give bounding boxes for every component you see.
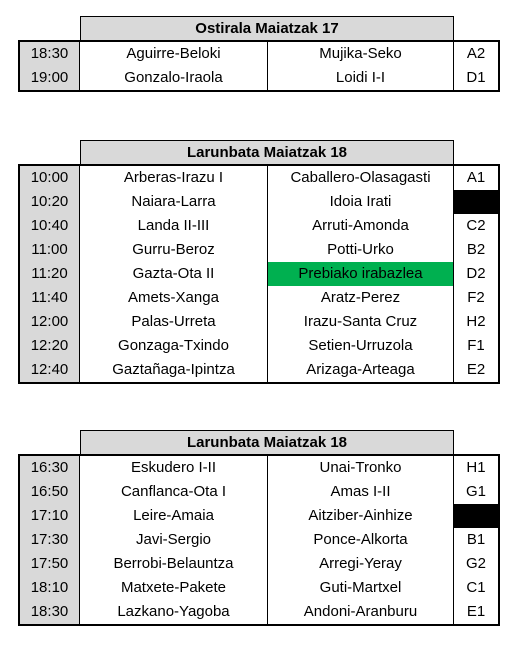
- away-team-cell: Mujika-Seko: [268, 42, 454, 66]
- court-cell: C1: [466, 579, 486, 596]
- court-cell: E2: [466, 361, 486, 378]
- away-team-cell: Potti-Urko: [268, 238, 454, 262]
- away-team-cell: Amas I-II: [268, 480, 454, 504]
- time-cell: 17:10: [20, 504, 80, 528]
- home-team-cell: Amets-Xanga: [80, 286, 268, 310]
- court-cell: D1: [466, 69, 486, 86]
- away-team-cell: Loidi I-I: [268, 66, 454, 90]
- away-team-cell: Arruti-Amonda: [268, 214, 454, 238]
- time-cell: 12:00: [20, 310, 80, 334]
- court-cell: B2: [466, 241, 486, 258]
- court-cell: A1: [466, 169, 486, 186]
- away-team-cell: Ponce-Alkorta: [268, 528, 454, 552]
- table-row: [20, 66, 498, 90]
- court-cell: H2: [466, 313, 486, 330]
- home-team-cell: Landa II-III: [80, 214, 268, 238]
- away-team-cell: Unai-Tronko: [268, 456, 454, 480]
- schedule-table: [18, 40, 500, 92]
- away-team-cell: Arizaga-Arteaga: [268, 358, 454, 382]
- time-cell: 11:20: [20, 262, 80, 286]
- court-cell: E1: [466, 603, 486, 620]
- home-team-cell: Matxete-Pakete: [80, 576, 268, 600]
- time-cell: 18:10: [20, 576, 80, 600]
- court-cell: B1: [466, 531, 486, 548]
- time-cell: 10:40: [20, 214, 80, 238]
- time-cell: 19:00: [20, 66, 80, 90]
- court-cell: F1: [467, 337, 485, 354]
- time-cell: 18:30: [20, 600, 80, 624]
- table-row: [20, 214, 498, 238]
- home-team-cell: Gazta-Ota II: [80, 262, 268, 286]
- court-cell: H1: [466, 459, 486, 476]
- table-row: [20, 334, 498, 358]
- away-team-cell: Prebiako irabazlea: [268, 262, 454, 286]
- court-cell: G1: [465, 483, 486, 500]
- table-row: [20, 42, 498, 66]
- section-title: Ostirala Maiatzak 17: [80, 16, 454, 40]
- home-team-cell: Lazkano-Yagoba: [80, 600, 268, 624]
- home-team-cell: Naiara-Larra: [80, 190, 268, 214]
- section-title: Larunbata Maiatzak 18: [80, 140, 454, 164]
- court-cell: D2: [466, 265, 486, 282]
- home-team-cell: Canflanca-Ota I: [80, 480, 268, 504]
- home-team-cell: Javi-Sergio: [80, 528, 268, 552]
- time-cell: 12:20: [20, 334, 80, 358]
- time-cell: 16:50: [20, 480, 80, 504]
- court-cell: [454, 504, 498, 528]
- table-row: [20, 504, 498, 528]
- table-row: [20, 190, 498, 214]
- table-row: [20, 262, 498, 286]
- time-cell: 11:00: [20, 238, 80, 262]
- home-team-cell: Gurru-Beroz: [80, 238, 268, 262]
- table-row: [20, 576, 498, 600]
- time-cell: 16:30: [20, 456, 80, 480]
- time-cell: 18:30: [20, 42, 80, 66]
- time-cell: 10:20: [20, 190, 80, 214]
- table-row: [20, 286, 498, 310]
- time-cell: 12:40: [20, 358, 80, 382]
- away-team-cell: Guti-Martxel: [268, 576, 454, 600]
- schedule-table: [18, 164, 500, 384]
- home-team-cell: Arberas-Irazu I: [80, 166, 268, 190]
- home-team-cell: Gonzaga-Txindo: [80, 334, 268, 358]
- time-cell: 10:00: [20, 166, 80, 190]
- table-row: [20, 528, 498, 552]
- table-row: [20, 456, 498, 480]
- away-team-cell: Arregi-Yeray: [268, 552, 454, 576]
- away-team-cell: Irazu-Santa Cruz: [268, 310, 454, 334]
- time-cell: 17:50: [20, 552, 80, 576]
- section-title: Larunbata Maiatzak 18: [80, 430, 454, 454]
- time-cell: 17:30: [20, 528, 80, 552]
- court-cell: A2: [466, 45, 486, 62]
- home-team-cell: Gaztañaga-Ipintza: [80, 358, 268, 382]
- table-row: [20, 480, 498, 504]
- away-team-cell: Idoia Irati: [268, 190, 454, 214]
- table-row: [20, 238, 498, 262]
- table-row: [20, 166, 498, 190]
- away-team-cell: Aratz-Perez: [268, 286, 454, 310]
- court-cell: F2: [467, 289, 485, 306]
- home-team-cell: Palas-Urreta: [80, 310, 268, 334]
- home-team-cell: Aguirre-Beloki: [80, 42, 268, 66]
- away-team-cell: Setien-Urruzola: [268, 334, 454, 358]
- court-cell: C2: [466, 217, 486, 234]
- away-team-cell: Caballero-Olasagasti: [268, 166, 454, 190]
- away-team-cell: Andoni-Aranburu: [268, 600, 454, 624]
- table-row: [20, 358, 498, 382]
- table-row: [20, 600, 498, 624]
- home-team-cell: Gonzalo-Iraola: [80, 66, 268, 90]
- schedule-table: [18, 454, 500, 626]
- home-team-cell: Leire-Amaia: [80, 504, 268, 528]
- home-team-cell: Eskudero I-II: [80, 456, 268, 480]
- home-team-cell: Berrobi-Belauntza: [80, 552, 268, 576]
- court-cell: [454, 190, 498, 214]
- court-cell: G2: [465, 555, 486, 572]
- table-row: [20, 310, 498, 334]
- time-cell: 11:40: [20, 286, 80, 310]
- away-team-cell: Aitziber-Ainhize: [268, 504, 454, 528]
- table-row: [20, 552, 498, 576]
